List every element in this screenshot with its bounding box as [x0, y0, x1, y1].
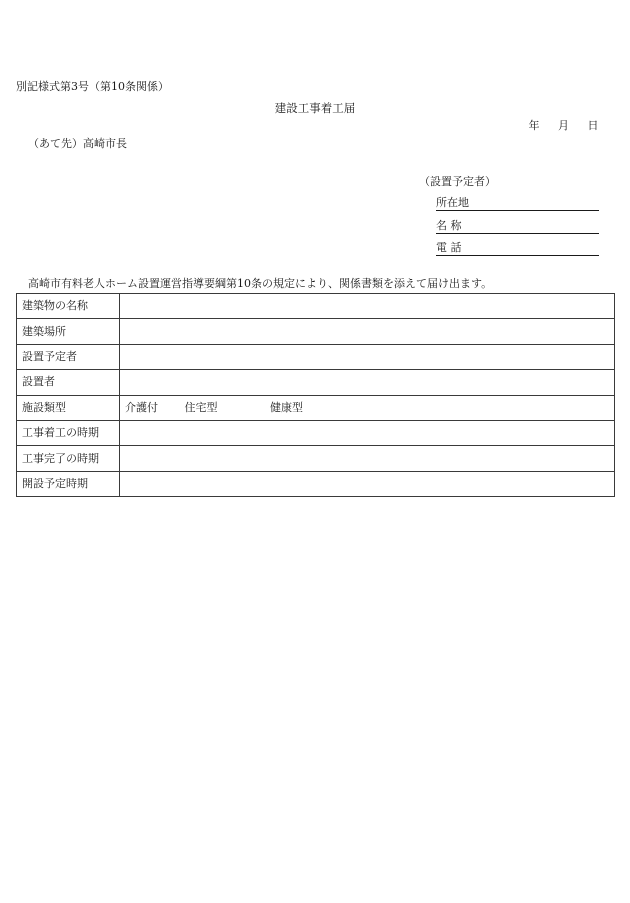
table-row [17, 471, 615, 496]
row-label-construction-site: 建築場所 [17, 319, 120, 344]
table-row [17, 395, 615, 420]
table-row [17, 319, 615, 344]
table-row [17, 420, 615, 445]
addressee: （あて先）高崎市長 [28, 137, 127, 150]
building-name-cell[interactable] [120, 294, 615, 319]
date-line [515, 119, 600, 133]
construction-start-cell[interactable] [120, 420, 615, 445]
planned-operator-cell[interactable] [120, 344, 615, 369]
applicant-address-label: 所在地 [436, 196, 469, 209]
row-label-building-name: 建築物の名称 [17, 294, 120, 319]
construction-end-cell[interactable] [120, 446, 615, 471]
table-row [17, 370, 615, 395]
table-row [17, 294, 615, 319]
facility-type-option-residential[interactable]: 住宅型 [184, 400, 218, 414]
row-label-planned-operator: 設置予定者 [17, 344, 120, 369]
applicant-heading: （設置予定者） [419, 175, 496, 188]
applicant-phone-label: 電 話 [436, 241, 462, 254]
row-label-opening-date: 開設予定時期 [17, 471, 120, 496]
applicant-phone-field[interactable] [436, 241, 599, 256]
row-label-facility-type: 施設類型 [17, 395, 120, 420]
info-table [16, 293, 615, 497]
form-number: 別記様式第3号（第10条関係） [16, 80, 169, 93]
applicant-name-field[interactable] [436, 219, 599, 234]
document-title: 建設工事着工届 [274, 101, 356, 115]
date-day: 日 [587, 119, 599, 132]
facility-type-option-healthy[interactable]: 健康型 [270, 400, 303, 414]
applicant-address-field[interactable] [436, 196, 599, 211]
row-label-construction-start: 工事着工の時期 [17, 420, 120, 445]
operator-cell[interactable] [120, 370, 615, 395]
construction-site-cell[interactable] [120, 319, 615, 344]
row-label-construction-end: 工事完了の時期 [17, 446, 120, 471]
table-row [17, 446, 615, 471]
date-month: 月 [558, 119, 570, 132]
table-row [17, 344, 615, 369]
intro-text: 高崎市有料老人ホーム設置運営指導要綱第10条の規定により、関係書類を添えて届け出ます。 [28, 277, 493, 290]
applicant-name-label: 名 称 [436, 219, 462, 232]
date-year: 年 [528, 119, 540, 132]
opening-date-cell[interactable] [120, 471, 615, 496]
row-label-operator: 設置者 [17, 370, 120, 395]
facility-type-cell [120, 395, 615, 420]
facility-type-option-care[interactable]: 介護付 [125, 400, 158, 414]
